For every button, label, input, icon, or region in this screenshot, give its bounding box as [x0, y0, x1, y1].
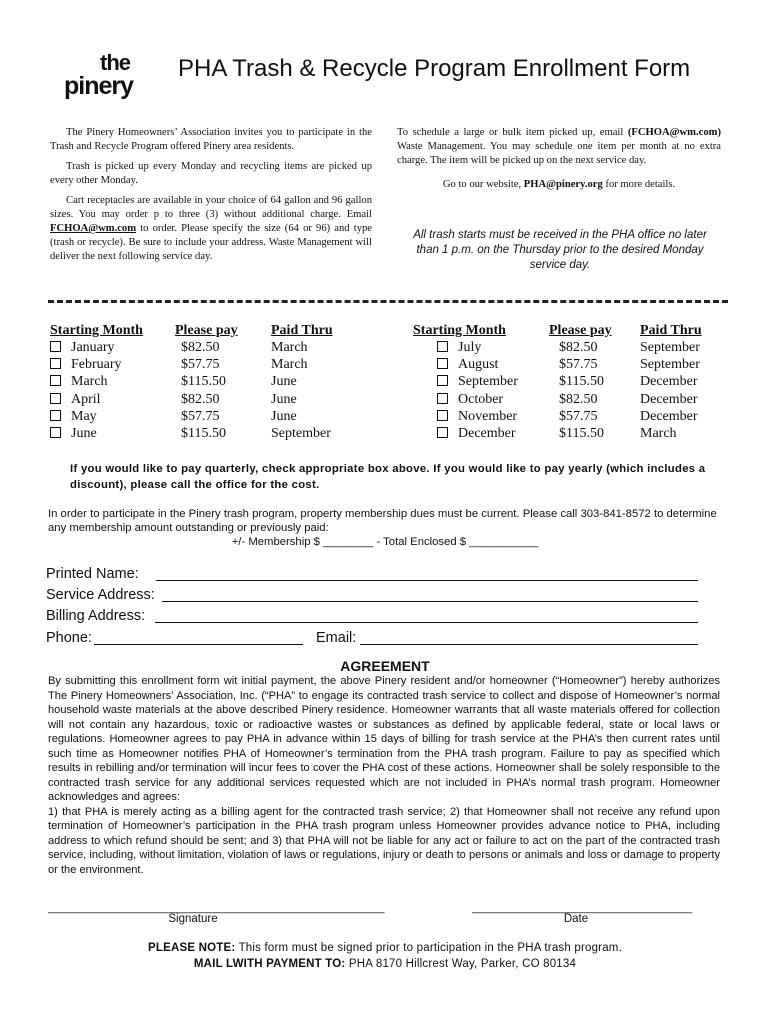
schedule-table-right: [413, 322, 702, 442]
signature-line[interactable]: _______________________________________________________: [48, 902, 385, 914]
table-row: [50, 408, 333, 425]
checkbox-january[interactable]: [50, 341, 61, 352]
paid-thru: March: [271, 340, 308, 355]
paid-thru: June: [271, 408, 297, 424]
paid-thru: September: [640, 340, 700, 355]
pay-amount: $115.50: [559, 426, 604, 442]
phone-label: Phone:: [46, 630, 92, 646]
dashed-divider: [48, 300, 728, 303]
table-row: [413, 356, 702, 373]
email-label: Email:: [316, 630, 357, 646]
checkbox-october[interactable]: [437, 393, 448, 404]
month-label: November: [458, 408, 518, 424]
intro-paragraph-1: The Pinery Homeowners’ Association invites you to participate in the Trash and Recycle Program offered Pinery area residents.: [50, 127, 372, 152]
paid-thru: September: [640, 357, 700, 373]
table-row: [50, 391, 333, 408]
agreement-title: AGREEMENT: [340, 658, 430, 674]
month-label: July: [458, 340, 482, 355]
intro-paragraph-2: Trash is picked up every Monday and recycling items are picked up every other Monday.: [50, 161, 372, 186]
email-input[interactable]: [360, 644, 698, 645]
pay-amount: $115.50: [559, 374, 604, 390]
header-starting-month: Starting Month: [50, 323, 143, 338]
pay-amount: $57.75: [181, 408, 220, 424]
pay-amount: $82.50: [559, 340, 598, 355]
service-address-label: Service Address:: [46, 587, 155, 603]
month-label: February: [71, 357, 122, 373]
header-please-pay: Please pay: [175, 323, 238, 338]
month-label: October: [458, 391, 504, 407]
agreement-paragraph-2: 1) that PHA is merely acting as a billing agent for the contracted trash service; 2) that Homeowner shall not receive any refund upon termination of Homeowner’s participation in the PHA trash program unless Homeowner provides advance notice to PHA, including address to which refund should be sent; and 3) that PHA will not be liable for any act or failure to act on the part of the contracted trash service, including, without limitation, violation of laws or regulations, injury or death to persons or animals and loss or damage to property or the environment.: [48, 805, 720, 876]
mail-with-payment: [0, 958, 770, 970]
pinery-logo: [64, 52, 140, 106]
table-row: [413, 408, 702, 425]
table-row: [50, 339, 333, 356]
header-please-pay: Please pay: [549, 323, 612, 338]
checkbox-august[interactable]: [437, 358, 448, 369]
please-note-text: This form must be signed prior to participation in the PHA trash program.: [235, 942, 622, 954]
agreement-paragraph-1: By submitting this enrollment form wit initial payment, the above Pinery resident and/or homeowner (“Homeowner”) hereby authorizes The Pinery Homeowners’ Association, Inc. (“PHA” to engage its contracted trash service to collect and dispose of Homeowner’s normal household waste materials at the above described Pinery residence. Homeowner warrants that all waste materials offered for collection will not contain any hazardous, toxic or radioactive wastes or substances as defined by applicable federal, state or local laws or regulations. Homeowner agrees to pay PHA in advance within 15 days of billing for trash service at the PHA’s then current rates until such time as Homeowner notifies PHA of Homeowner’s termination from the PHA trash program. Failure to pay as specified which results in rebilling and/or termination will incur fees to cover the PHA cost of these actions. Homeowner shall be solely responsible to the contracted trash service for any additional services requested which are not included in PHA’s normal trash program. Homeowner acknowledges and agrees:: [48, 675, 720, 803]
pay-amount: $57.75: [559, 408, 598, 424]
service-address-input[interactable]: [162, 601, 698, 602]
paid-thru: March: [640, 426, 677, 442]
paid-thru: December: [640, 374, 698, 390]
website-text-2: for more details.: [602, 179, 676, 190]
membership-note: In order to participate in the Pinery trash program, property membership dues must be current. Please call 303-841-8572 to determine any membership amount outstanding or previously paid:: [48, 508, 717, 534]
page-title: PHA Trash & Recycle Program Enrollment Form: [178, 55, 691, 82]
paid-thru: June: [271, 391, 297, 407]
intro-left-column: [50, 126, 372, 270]
table-row: [413, 339, 702, 356]
pay-amount: $82.50: [559, 391, 598, 407]
date-label: Date: [563, 913, 589, 925]
header-paid-thru: Paid Thru: [640, 323, 702, 338]
please-note-label: PLEASE NOTE:: [148, 942, 236, 954]
checkbox-may[interactable]: [50, 410, 61, 421]
checkbox-june[interactable]: [50, 427, 61, 438]
schedule-table-left: [50, 322, 333, 442]
pay-amount: $82.50: [181, 340, 220, 355]
bulk-text-2: Waste Management. You may schedule one item per month at no extra charge. The item will be picked up on the next service day.: [397, 141, 721, 166]
paid-thru: December: [640, 408, 698, 424]
schedule-header-row: [413, 322, 702, 339]
printed-name-label: Printed Name:: [46, 566, 139, 582]
paid-thru: March: [271, 357, 308, 373]
pay-amount: $115.50: [181, 426, 226, 442]
checkbox-september[interactable]: [437, 375, 448, 386]
table-row: [413, 391, 702, 408]
paid-thru: June: [271, 374, 297, 390]
agreement-text: [48, 674, 720, 877]
pay-amount: $57.75: [181, 357, 220, 373]
cart-paragraph: [50, 194, 372, 264]
intro-right-column: [397, 126, 721, 198]
header-starting-month: Starting Month: [413, 323, 506, 338]
website-paragraph: [397, 178, 721, 192]
checkbox-july[interactable]: [437, 341, 448, 352]
month-label: April: [71, 391, 101, 407]
month-label: September: [458, 374, 518, 390]
phone-input[interactable]: [94, 644, 303, 645]
checkbox-november[interactable]: [437, 410, 448, 421]
pay-amount: $57.75: [559, 357, 598, 373]
cart-email-link[interactable]: FCHOA@wm.com: [50, 223, 137, 234]
pay-amount: $115.50: [181, 374, 226, 390]
logo-line-2: pinery: [64, 72, 134, 100]
paid-thru: December: [640, 391, 698, 407]
quarterly-note: If you would like to pay quarterly, check appropriate box above. If you would like to pay yearly (which includes a discount), please call the office for the cost.: [70, 463, 706, 491]
pay-amount: $82.50: [181, 391, 220, 407]
header-paid-thru: Paid Thru: [271, 323, 333, 338]
checkbox-march[interactable]: [50, 375, 61, 386]
month-label: January: [71, 340, 115, 355]
table-row: [413, 373, 702, 390]
printed-name-input[interactable]: [156, 580, 698, 581]
table-row: [50, 373, 333, 390]
table-row: [50, 425, 333, 442]
schedule-header-row: [50, 322, 333, 339]
checkbox-december[interactable]: [437, 427, 448, 438]
cart-text-2: to order. Please specify the size (64 or 96) and type (trash or recycle). Be sure to include your address. Waste Management will deliver the next following service day.: [50, 223, 372, 262]
mail-with-address: PHA 8170 Hillcrest Way, Parker, CO 80134: [345, 958, 577, 970]
bulk-text-1: To schedule a large or bulk item picked up, email: [397, 127, 628, 138]
month-label: March: [71, 374, 108, 390]
table-row: [413, 425, 702, 442]
billing-address-input[interactable]: [155, 622, 698, 623]
signature-label: Signature: [168, 913, 218, 925]
mail-with-label: MAIL LWITH PAYMENT TO:: [193, 958, 346, 970]
totals-line: +/- Membership $ ________ - Total Enclosed $ ___________: [231, 536, 539, 548]
cart-text-1: Cart receptacles are available in your choice of 64 gallon and 96 gallon sizes. You may order p to three (3) without additional charge. Email: [50, 195, 372, 220]
please-note: [0, 942, 770, 954]
month-label: December: [458, 426, 516, 442]
month-label: May: [71, 408, 97, 424]
checkbox-february[interactable]: [50, 358, 61, 369]
website-text-1: Go to our website,: [442, 179, 524, 190]
bulk-paragraph: [397, 126, 721, 168]
checkbox-april[interactable]: [50, 393, 61, 404]
deadline-notice: All trash starts must be received in the PHA office no later than 1 p.m. on the Thursday prior to the desired Monday service day.: [413, 229, 707, 271]
table-row: [50, 356, 333, 373]
month-label: June: [71, 426, 97, 442]
website-link[interactable]: PHA@pinery.org: [523, 179, 603, 190]
billing-address-label: Billing Address:: [46, 608, 146, 624]
date-line[interactable]: ____________________________________: [472, 902, 693, 914]
logo-line-1: the: [100, 50, 130, 75]
bulk-email-link[interactable]: (FCHOA@wm.com): [627, 127, 721, 138]
month-label: August: [458, 357, 499, 373]
paid-thru: September: [271, 426, 331, 442]
